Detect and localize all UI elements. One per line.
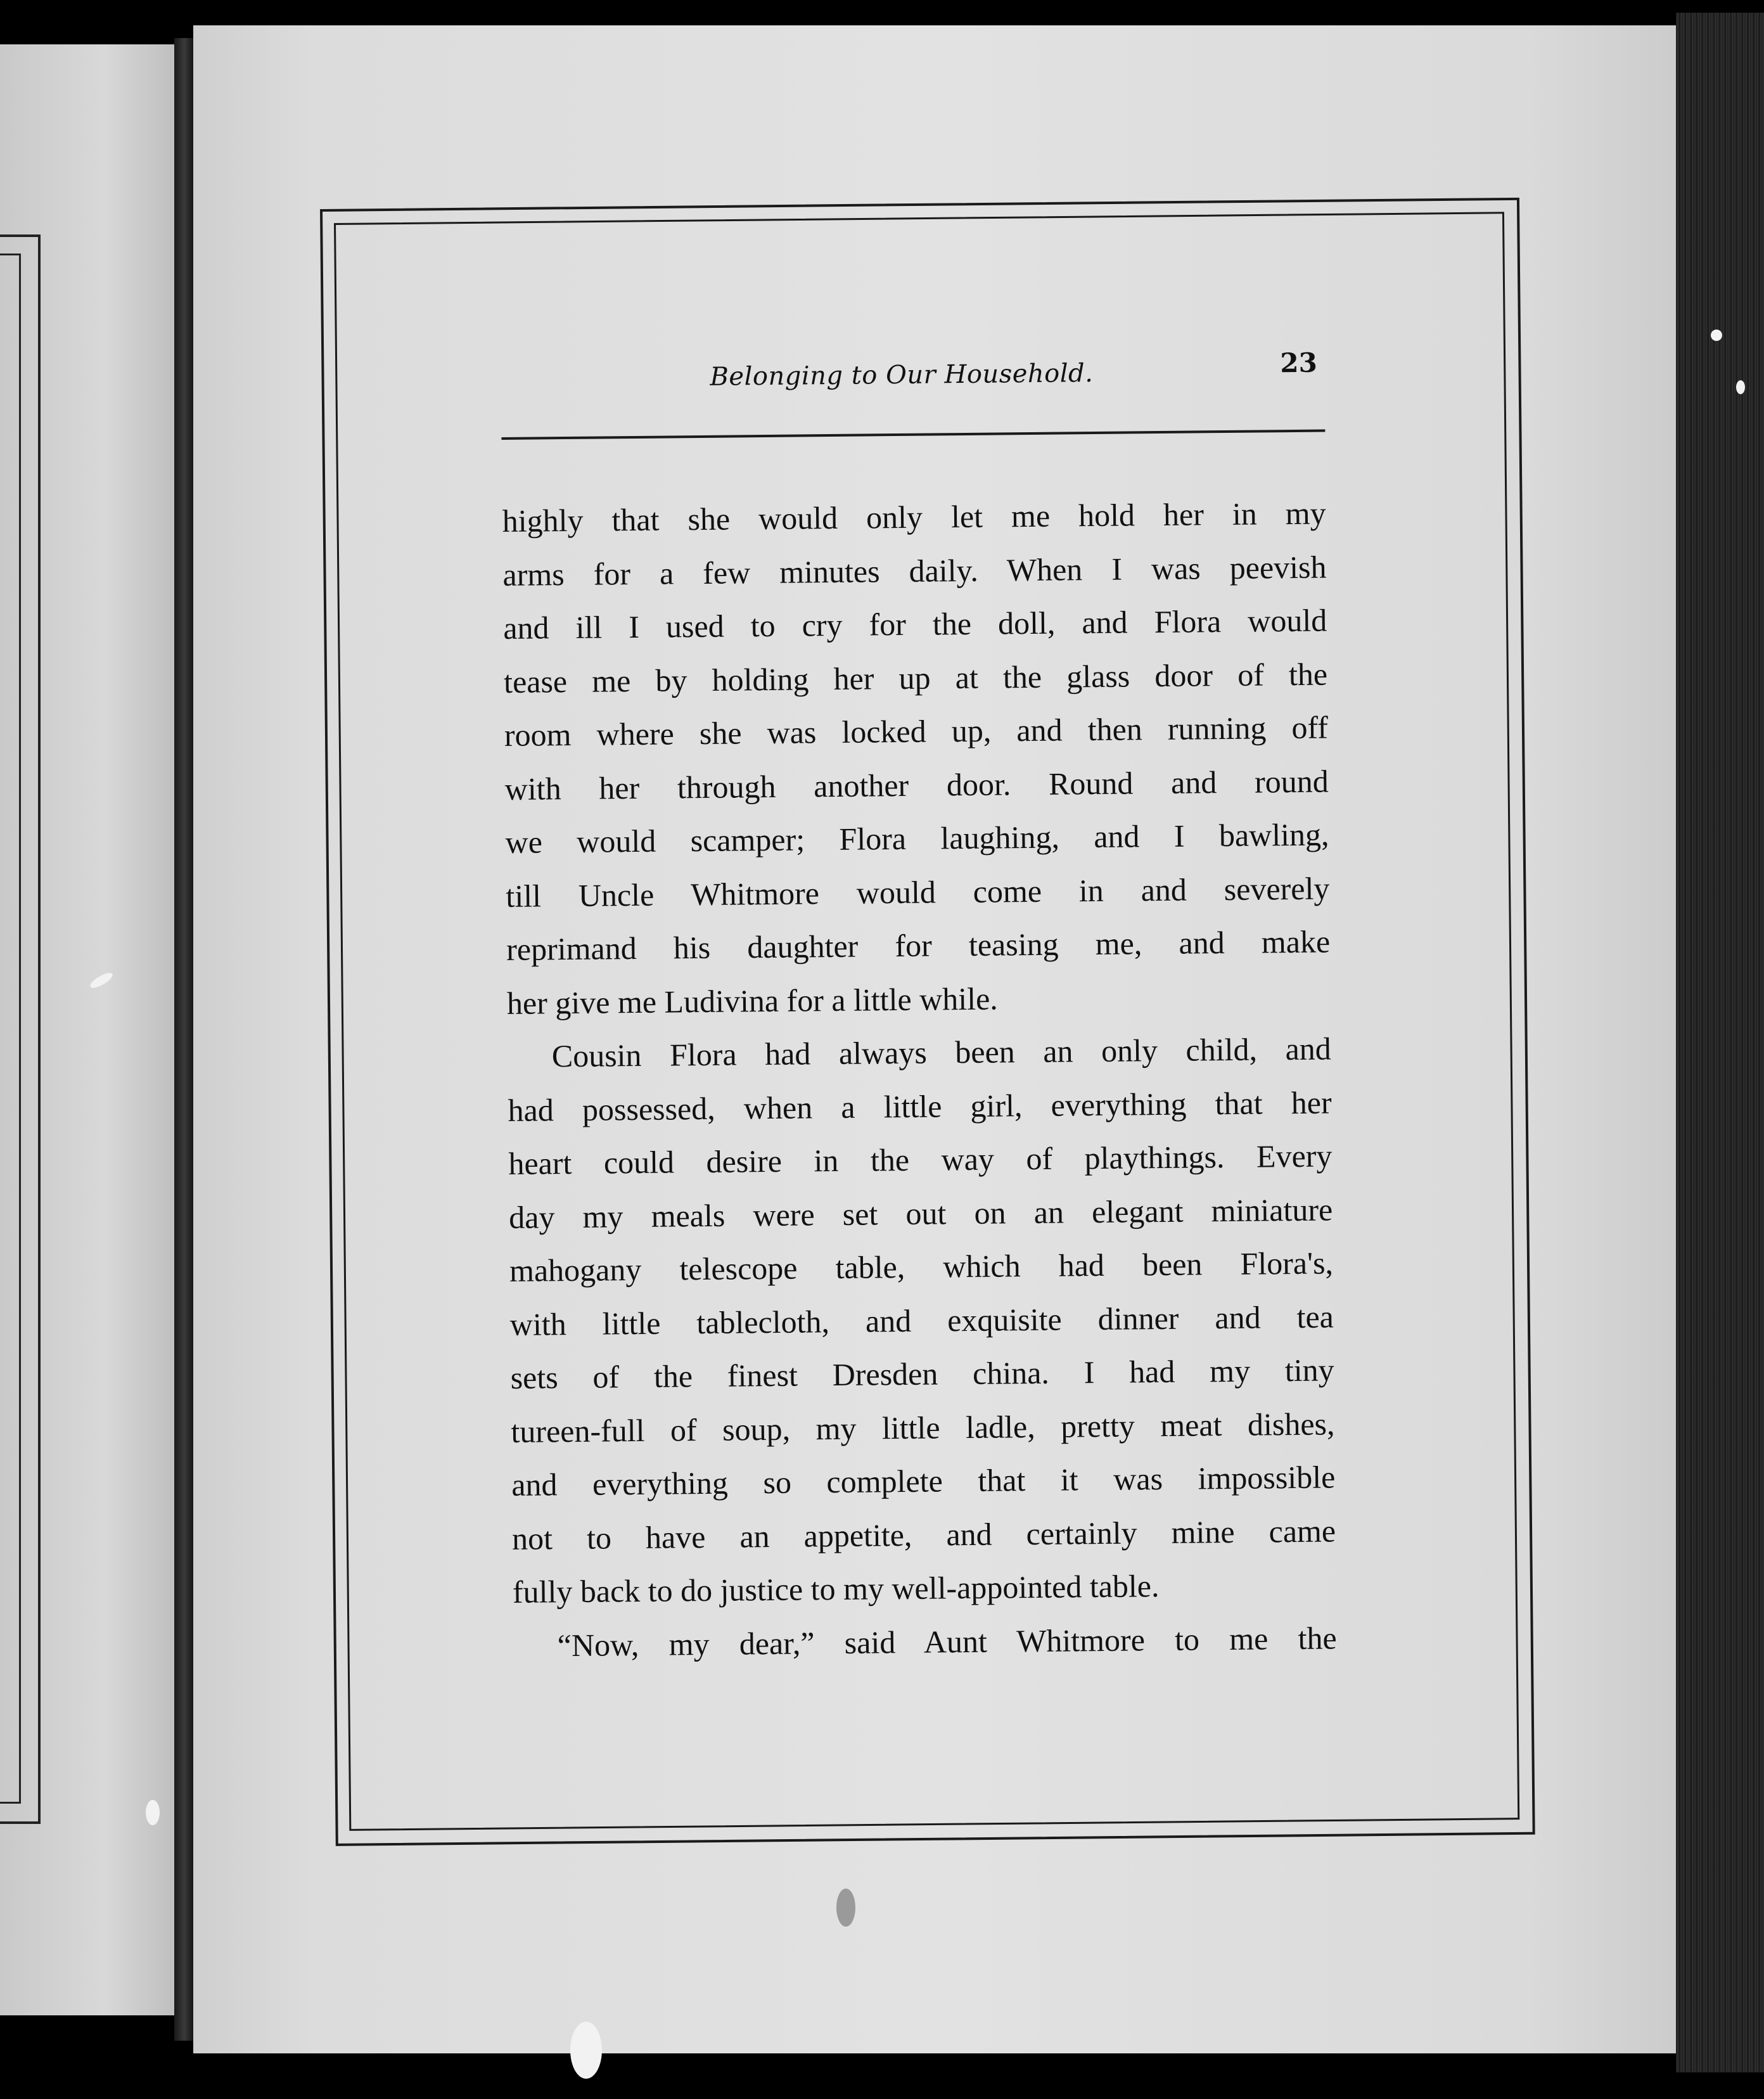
page-text-block <box>501 335 1337 1663</box>
text-line: had possessed, when a little girl, everything that her <box>508 1084 1332 1128</box>
scan-speck <box>146 1800 160 1825</box>
page-number: 23 <box>1280 347 1318 379</box>
previous-page-edge <box>0 44 174 2015</box>
previous-page-border-inner <box>0 254 21 1804</box>
text-line: her give me Ludivina for a little while. <box>506 980 999 1021</box>
text-line: room where she was locked up, and then running off <box>504 709 1329 753</box>
text-line: we would scamper; Flora laughing, and I bawling, <box>505 816 1329 860</box>
text-line: “Now, my dear,” said Aunt Whitmore to me the <box>557 1619 1337 1663</box>
page-stack-edges <box>1676 13 1764 2072</box>
scan-speck <box>570 2022 602 2079</box>
text-line: highly that she would only let me hold her in my <box>502 495 1326 539</box>
text-line: tease me by holding her up at the glass door of the <box>503 655 1328 700</box>
scan-speck <box>836 1889 855 1927</box>
running-title: Belonging to Our Household. <box>710 359 1094 392</box>
text-line: sets of the finest Dresden china. I had my tiny <box>510 1352 1334 1396</box>
scan-speck <box>1736 380 1745 394</box>
text-line: with little tablecloth, and exquisite dinner and tea <box>509 1298 1334 1342</box>
text-line: day my meals were set out on an elegant miniature <box>508 1191 1333 1235</box>
text-line: arms for a few minutes daily. When I was peevish <box>502 549 1327 593</box>
text-line: reprimand his daughter for teasing me, and make <box>506 923 1331 967</box>
text-line: Cousin Flora had always been an only child, and <box>551 1030 1332 1074</box>
text-line: mahogany telescope table, which had been Flora's, <box>509 1245 1334 1288</box>
text-line: and ill I used to cry for the doll, and Flora would <box>503 602 1327 646</box>
scan-speck <box>1711 330 1722 341</box>
text-line: heart could desire in the way of playthings. Every <box>508 1138 1333 1181</box>
text-line: fully back to do justice to my well-appointed table. <box>512 1568 1160 1610</box>
book-gutter <box>174 38 195 2041</box>
text-line: till Uncle Whitmore would come in and severely <box>506 870 1330 914</box>
text-line: with her through another door. Round and round <box>504 762 1329 807</box>
body-text <box>502 487 1337 1672</box>
running-head <box>501 335 1325 399</box>
text-line: tureen-full of soup, my little ladle, pretty meat dishes, <box>511 1405 1335 1449</box>
text-line: and everything so complete that it was impossible <box>511 1459 1336 1503</box>
text-line: not to have an appetite, and certainly mine came <box>511 1512 1336 1557</box>
